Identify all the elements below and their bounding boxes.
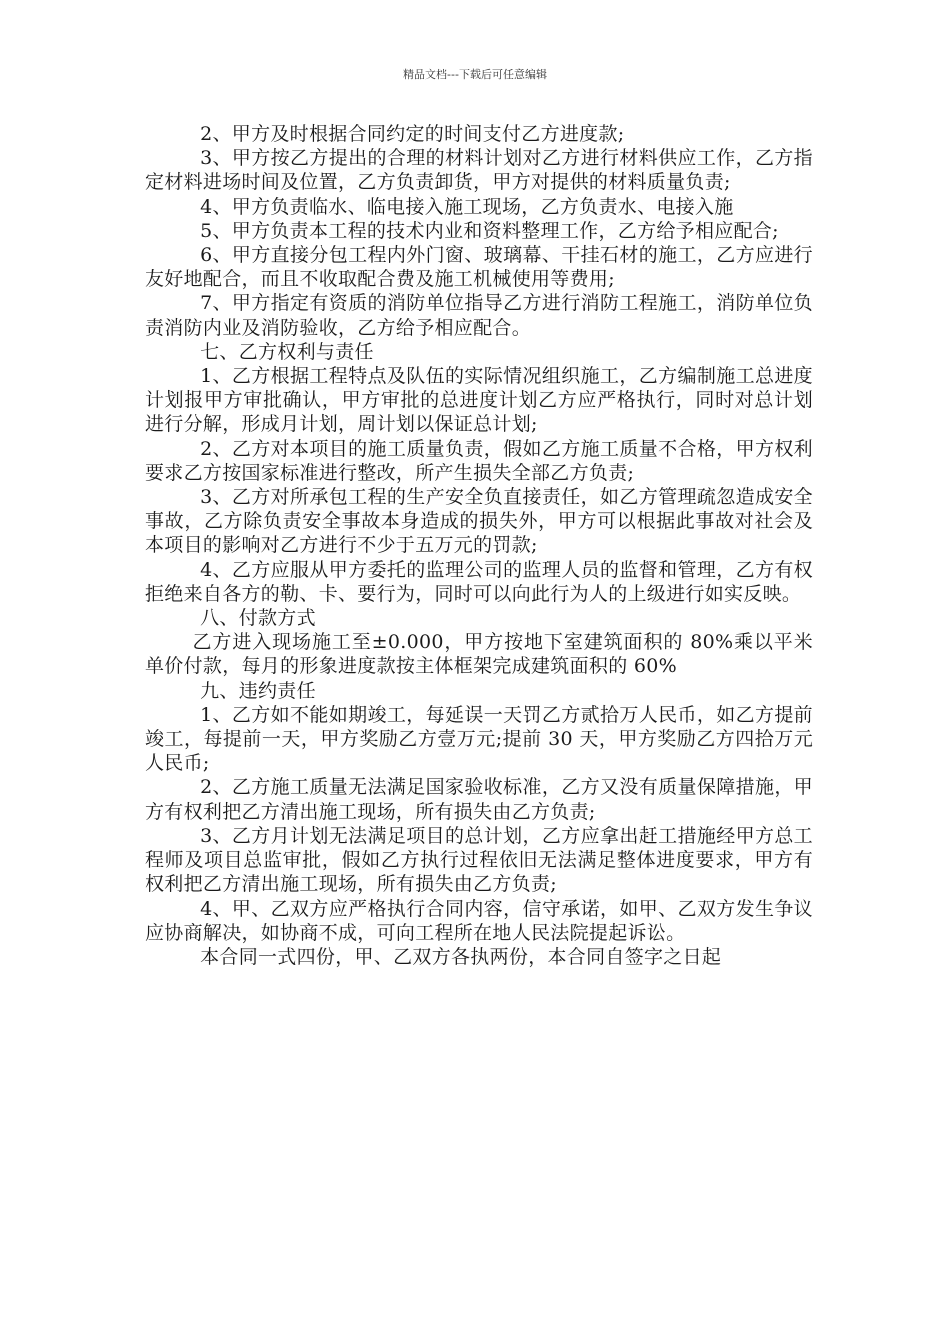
paragraph-breach-1: 1、乙方如不能如期竣工，每延误一天罚乙方贰拾万人民币，如乙方提前竣工，每提前一天，甲方奖励乙方壹万元;提前 30 天，甲方奖励乙方四拾万元人民币; <box>145 703 813 775</box>
page-header: 精品文档---下载后可任意编辑 <box>403 68 547 81</box>
paragraph-party-a-3: 3、甲方按乙方提出的合理的材料计划对乙方进行材料供应工作，乙方指定材料进场时间及位置，乙方负责卸货，甲方对提供的材料质量负责; <box>145 147 813 194</box>
paragraph-party-b-2: 2、乙方对本项目的施工质量负责，假如乙方施工质量不合格，甲方权利要求乙方按国家标准进行整改，所产生损失全部乙方负责; <box>145 437 813 484</box>
paragraph-party-a-5: 5、甲方负责本工程的技术内业和资料整理工作，乙方给予相应配合; <box>200 219 779 242</box>
paragraph-party-b-1: 1、乙方根据工程特点及队伍的实际情况组织施工，乙方编制施工总进度计划报甲方审批确认，甲方审批的总进度计划乙方应严格执行，同时对总计划进行分解，形成月计划，周计划以保证总计划; <box>145 365 813 436</box>
section-heading-party-b: 七、乙方权利与责任 <box>200 340 374 363</box>
document-body <box>145 122 813 969</box>
paragraph-breach-2: 2、乙方施工质量无法满足国家验收标准，乙方又没有质量保障措施，甲方有权利把乙方清出施工现场，所有损失由乙方负责; <box>145 776 813 823</box>
paragraph-contract-copies: 本合同一式四份，甲、乙双方各执两份，本合同自签字之日起 <box>200 945 722 968</box>
paragraph-party-b-4: 4、乙方应服从甲方委托的监理公司的监理人员的监督和管理，乙方有权拒绝来自各方的勒、卡、要行为，同时可以向此行为人的上级进行如实反映。 <box>145 558 813 605</box>
paragraph-party-a-6: 6、甲方直接分包工程内外门窗、玻璃幕、干挂石材的施工，乙方应进行友好地配合，而且不收取配合费及施工机械使用等费用; <box>145 244 813 291</box>
paragraph-breach-3: 3、乙方月计划无法满足项目的总计划，乙方应拿出赶工措施经甲方总工程师及项目总监审批，假如乙方执行过程依旧无法满足整体进度要求，甲方有权利把乙方清出施工现场，所有损失由乙方负责; <box>145 824 813 896</box>
paragraph-breach-4: 4、甲、乙双方应严格执行合同内容，信守承诺，如甲、乙双方发生争议应协商解决，如协商不成，可向工程所在地人民法院提起诉讼。 <box>145 897 813 944</box>
paragraph-party-a-2: 2、甲方及时根据合同约定的时间支付乙方进度款; <box>200 123 625 145</box>
paragraph-party-a-4: 4、甲方负责临水、临电接入施工现场，乙方负责水、电接入施 <box>200 195 734 218</box>
paragraph-party-a-7: 7、甲方指定有资质的消防单位指导乙方进行消防工程施工，消防单位负责消防内业及消防验收，乙方给予相应配合。 <box>145 292 813 339</box>
paragraph-payment: 乙方进入现场施工至±0.000，甲方按地下室建筑面积的 80%乘以平米单价付款，每月的形象进度款按主体框架完成建筑面积的 60% <box>145 631 813 678</box>
section-heading-payment: 八、付款方式 <box>200 607 316 630</box>
section-heading-breach: 九、违约责任 <box>200 679 316 702</box>
paragraph-party-b-3: 3、乙方对所承包工程的生产安全负直接责任，如乙方管理疏忽造成安全事故，乙方除负责安全事故本身造成的损失外，甲方可以根据此事故对社会及本项目的影响对乙方进行不少于五万元的罚款; <box>145 486 813 557</box>
